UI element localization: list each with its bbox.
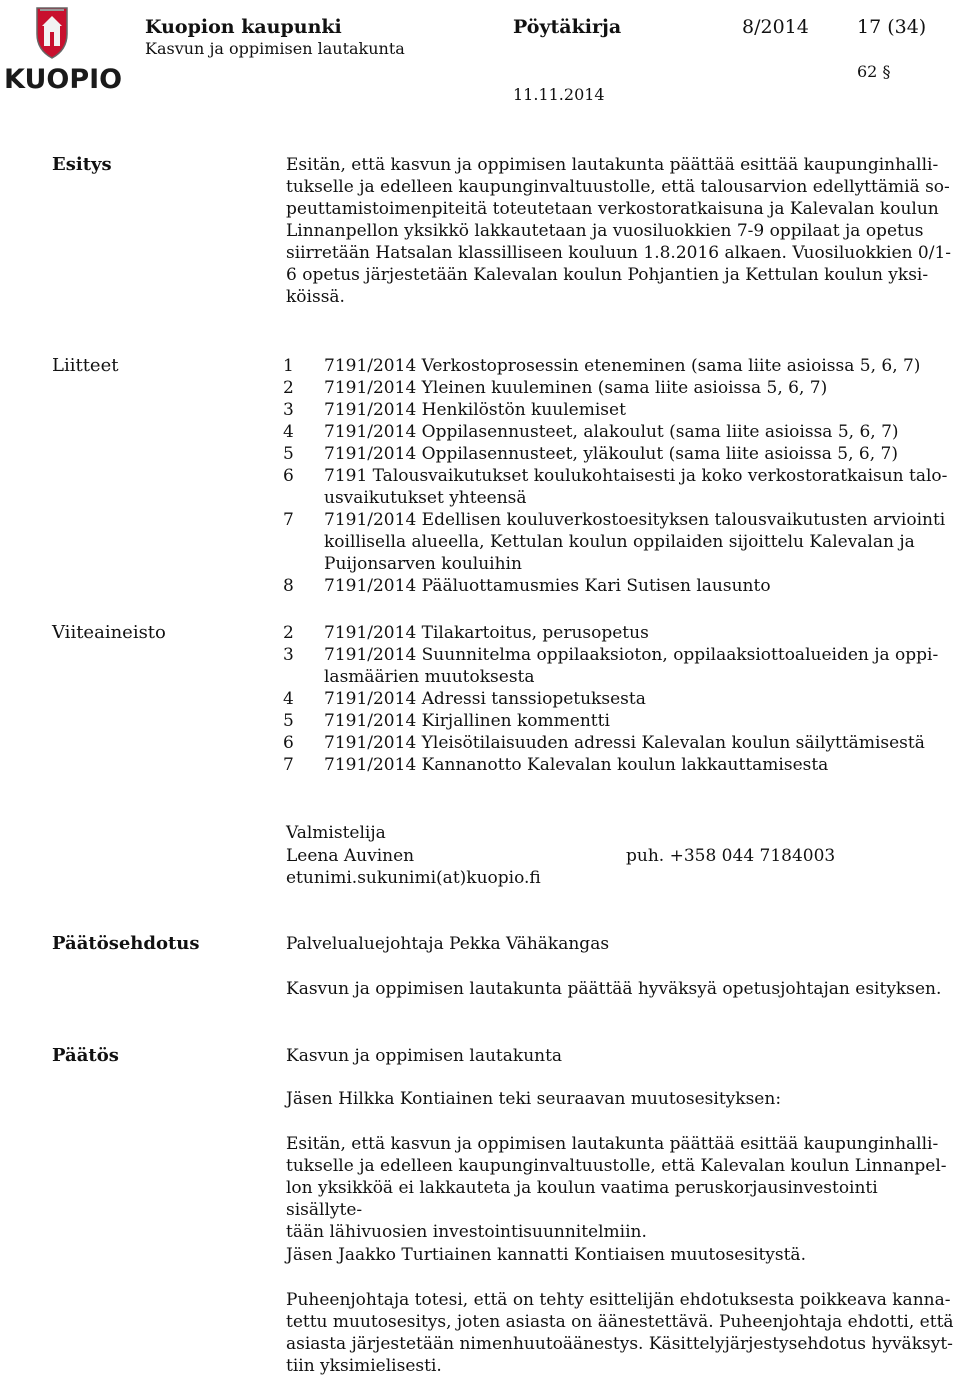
esitys-line: Esitän, että kasvun ja oppimisen lautakunta päättää esittää kaupunginhalli- <box>286 155 939 175</box>
coat-of-arms-icon <box>4 4 100 64</box>
list-item <box>283 644 958 688</box>
valmistelija-phone: puh. +358 044 7184003 <box>626 846 836 866</box>
chair-line: Puheenjohtaja totesi, että on tehty esittelijän ehdotuksesta poikkeava kanna- <box>286 1290 951 1310</box>
list-item <box>283 465 958 509</box>
item-number: 3 <box>283 400 294 420</box>
list-item <box>283 443 958 465</box>
item-text: 7191 Talousvaikutukset koulukohtaisesti ja koko verkostoratkaisun talo- <box>324 466 948 486</box>
proposal-line: tään lähivuosien investointisuunnitelmiin. <box>286 1222 647 1242</box>
list-item <box>283 399 958 421</box>
paatos-chair <box>286 1289 956 1377</box>
item-text: 7191/2014 Kannanotto Kalevalan koulun lakkauttamisesta <box>324 755 829 775</box>
valmistelija-name: Leena Auvinen <box>286 846 415 866</box>
esitys-line: tukselle ja edelleen kaupunginvaltuustolle, että talousarvion edellyttämiä so- <box>286 177 950 197</box>
doc-number: 8/2014 <box>742 16 809 38</box>
viiteaineisto-label: Viiteaineisto <box>52 622 166 643</box>
list-item <box>283 575 958 597</box>
paatos-support: Jäsen Jaakko Turtiainen kannatti Kontiaisen muutosesitystä. <box>286 1245 806 1265</box>
item-text: lasmäärien muutoksesta <box>324 667 535 687</box>
paatos-intro: Jäsen Hilkka Kontiainen teki seuraavan muutosesityksen: <box>286 1089 782 1109</box>
list-item <box>283 622 958 644</box>
paatosehdotus-label: Päätösehdotus <box>52 933 200 954</box>
proposal-line: tukselle ja edelleen kaupunginvaltuustolle, että Kalevalan koulun Linnanpel- <box>286 1156 947 1176</box>
item-number: 7 <box>283 510 294 530</box>
liitteet-label: Liitteet <box>52 355 119 376</box>
item-text: 7191/2014 Adressi tanssiopetuksesta <box>324 689 646 709</box>
logo-wordmark: KUOPIO <box>4 64 123 95</box>
esitys-line: köissä. <box>286 287 345 307</box>
proposal-line: lon yksikköä ei lakkauteta ja koulun vaatima peruskorjausinvestointi sisällyte- <box>286 1178 878 1220</box>
list-item <box>283 509 958 575</box>
item-text: 7191/2014 Oppilasennusteet, alakoulut (sama liite asioissa 5, 6, 7) <box>324 422 899 442</box>
item-number: 4 <box>283 689 294 709</box>
viiteaineisto-list <box>283 622 958 776</box>
paatosehdotus-text: Kasvun ja oppimisen lautakunta päättää hyväksyä opetusjohtajan esityksen. <box>286 979 942 999</box>
item-text: 7191/2014 Tilakartoitus, perusopetus <box>324 623 649 643</box>
chair-line: tettu muutosesitys, joten asiasta on äänestettävä. Puheenjohtaja ehdotti, että <box>286 1312 954 1332</box>
item-text: koillisella alueella, Kettulan koulun oppilaiden sijoittelu Kalevalan ja <box>324 532 915 552</box>
item-number: 5 <box>283 444 294 464</box>
item-number: 2 <box>283 378 294 398</box>
paatos-proposal <box>286 1133 956 1243</box>
item-number: 2 <box>283 623 294 643</box>
meeting-date: 11.11.2014 <box>513 85 605 104</box>
item-text: 7191/2014 Yleisötilaisuuden adressi Kalevalan koulun säilyttämisestä <box>324 733 925 753</box>
item-text: 7191/2014 Edellisen kouluverkostoesityksen talousvaikutusten arviointi <box>324 510 946 530</box>
chair-line: asiasta järjestetään nimenhuutoäänestys. Käsittelyjärjestysehdotus hyväksyt- <box>286 1334 953 1354</box>
org-name: Kuopion kaupunki <box>145 16 342 38</box>
proposal-line: Esitän, että kasvun ja oppimisen lautakunta päättää esittää kaupunginhalli- <box>286 1134 939 1154</box>
list-item <box>283 754 958 776</box>
esitys-line: Linnanpellon yksikkö lakkautetaan ja vuosiluokkien 7-9 oppilaat ja opetus <box>286 221 924 241</box>
kuopio-logo <box>4 4 123 98</box>
list-item <box>283 355 958 377</box>
item-number: 4 <box>283 422 294 442</box>
item-text: usvaikutukset yhteensä <box>324 488 527 508</box>
doc-type: Pöytäkirja <box>513 16 622 38</box>
list-item <box>283 377 958 399</box>
item-number: 6 <box>283 733 294 753</box>
board-name: Kasvun ja oppimisen lautakunta <box>145 39 405 58</box>
item-text: 7191/2014 Oppilasennusteet, yläkoulut (sama liite asioissa 5, 6, 7) <box>324 444 899 464</box>
esitys-text <box>286 154 956 308</box>
item-text: Puijonsarven kouluihin <box>324 554 522 574</box>
list-item <box>283 688 958 710</box>
item-number: 7 <box>283 755 294 775</box>
item-text: 7191/2014 Kirjallinen kommentti <box>324 711 610 731</box>
item-number: 3 <box>283 645 294 665</box>
valmistelija-title: Valmistelija <box>286 823 386 843</box>
item-text: 7191/2014 Henkilöstön kuulemiset <box>324 400 626 420</box>
esitys-line: siirretään Hatsalan klassilliseen kouluun 1.8.2016 alkaen. Vuosiluokkien 0/1- <box>286 243 952 263</box>
esitys-line: peuttamistoimenpiteitä toteutetaan verkostoratkaisuna ja Kalevalan koulun <box>286 199 939 219</box>
item-number: 5 <box>283 711 294 731</box>
paatos-label: Päätös <box>52 1045 119 1066</box>
valmistelija-email: etunimi.sukunimi(at)kuopio.fi <box>286 868 541 888</box>
list-item <box>283 732 958 754</box>
esitys-line: 6 opetus järjestetään Kalevalan koulun Pohjantien ja Kettulan koulun yksi- <box>286 265 929 285</box>
paatos-board: Kasvun ja oppimisen lautakunta <box>286 1046 563 1066</box>
list-item <box>283 421 958 443</box>
page-number: 17 (34) <box>857 16 927 38</box>
item-number: 1 <box>283 356 294 376</box>
paatosehdotus-presenter: Palvelualuejohtaja Pekka Vähäkangas <box>286 934 610 954</box>
item-text: 7191/2014 Verkostoprosessin eteneminen (sama liite asioissa 5, 6, 7) <box>324 356 921 376</box>
item-text: 7191/2014 Suunnitelma oppilaaksioton, oppilaaksiottoalueiden ja oppi- <box>324 645 939 665</box>
item-number: 8 <box>283 576 294 596</box>
item-number: 6 <box>283 466 294 486</box>
chair-line: tiin yksimielisesti. <box>286 1356 442 1376</box>
list-item <box>283 710 958 732</box>
item-text: 7191/2014 Pääluottamusmies Kari Sutisen lausunto <box>324 576 771 596</box>
esitys-label: Esitys <box>52 154 112 175</box>
item-text: 7191/2014 Yleinen kuuleminen (sama liite asioissa 5, 6, 7) <box>324 378 828 398</box>
liitteet-list <box>283 355 958 597</box>
section-number: 62 § <box>857 62 891 81</box>
